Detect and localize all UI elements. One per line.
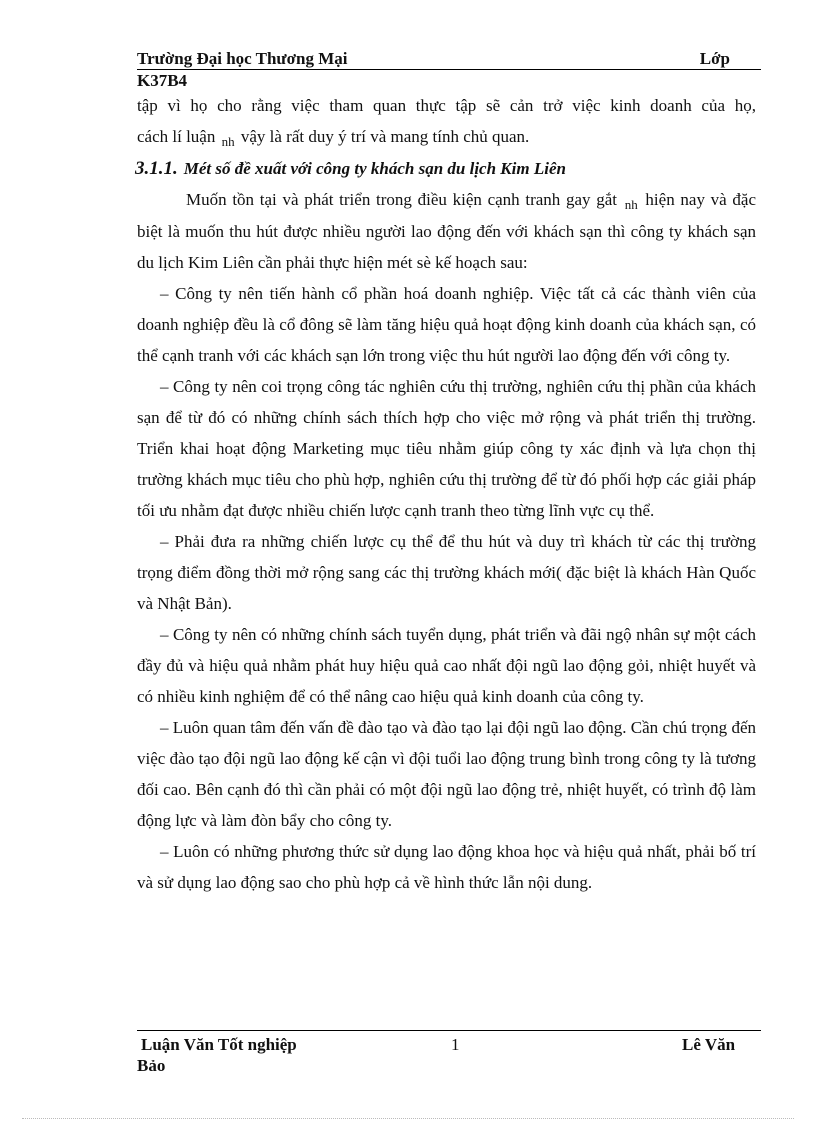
- bullet-4: – Công ty nên có những chính sách tuyển dụng, phát triển và đãi ngộ nhân sự một cách đầy đủ và hiệu quả nhằm phát huy hiệu quả cao nhất đội ngũ lao động gỏi, nhiệt huyết và có nhiều kinh nghiệm để có thể nâng cao hiệu quả kinh doanh của công ty.: [137, 625, 756, 706]
- section-number: 3.1.1.: [135, 158, 178, 179]
- bullet-5: – Luôn quan tâm đến vấn đề đào tạo và đào tạo lại đội ngũ lao động. Cần chú trọng đến việc đào tạo đội ngũ lao động kế cận vì đội tuổi lao động trung bình trong công ty là tương đối cao. Bên cạnh đó thì cần phải có một đội ngũ lao động trẻ, nhiệt huyết, có trình độ làm động lực và làm đòn bẩy cho công ty.: [137, 718, 756, 830]
- paragraph-continued-line1: tập vì họ cho rằng việc tham quan thực tập sẽ cản trở việc kinh doanh của họ,: [137, 96, 756, 115]
- text-span: vậy là rất duy ý trí và mang tính chủ quan.: [236, 127, 530, 146]
- footer-rule: [137, 1030, 761, 1031]
- footer-thesis-label: Luận Văn Tốt nghiệp: [141, 1035, 297, 1054]
- text-span: cách lí luận: [137, 127, 220, 146]
- header-class-code: K37B4: [137, 71, 188, 90]
- header-school: Trường Đại học Thương Mại: [137, 49, 348, 68]
- section-heading: [135, 153, 756, 184]
- bullet-1: – Công ty nên tiến hành cổ phần hoá doanh nghiệp. Việc tất cả các thành viên của doanh nghiệp đều là cổ đông sẽ làm tăng hiệu quả hoạt động kinh doanh của khách sạn, có thể cạnh tranh với các khách sạn lớn trong việc thu hút người lao động đến với công ty.: [137, 284, 756, 365]
- header-rule: [137, 69, 761, 70]
- footer-page-number: 1: [451, 1035, 460, 1054]
- section-title: Mét số đề xuất với công ty khách sạn du lịch Kim Liên: [183, 159, 566, 178]
- bullet-3: – Phải đưa ra những chiến lược cụ thể để thu hút và duy trì khách từ các thị trường trọng điểm đồng thời mở rộng sang các thị trường khách mới( đặc biệt là khách Hàn Quốc và Nhật Bản).: [137, 532, 756, 613]
- text-span: hiện nay và đặc biệt là muốn thu hút được nhiều người lao động đến với khách sạn thì công ty khách sạn du lịch Kim Liên cần phải thực hiện mét sè kế hoạch sau:: [137, 190, 756, 272]
- page-bottom-border: [22, 1118, 794, 1119]
- abbrev-sub: nh: [221, 134, 235, 149]
- header-class-label: Lớp: [699, 49, 730, 68]
- bullet-2: – Công ty nên coi trọng công tác nghiên cứu thị trường, nghiên cứu thị phần của khách sạn để từ đó có những chính sách thích hợp cho việc mở rộng và phát triển thị trường. Triển khai hoạt động Marketing mục tiêu nhằm giúp công ty xác định và lựa chọn thị trường khách mục tiêu cho phù hợp, nghiên cứu thị trường để từ đó phối hợp các giải pháp tối ưu nhằm đạt được nhiều chiến lược cạnh tranh theo từng lĩnh vực cụ thể.: [137, 377, 756, 520]
- abbrev-sub: nh: [624, 197, 638, 212]
- bullet-6: – Luôn có những phương thức sử dụng lao động khoa học và hiệu quả nhất, phải bố trí và sử dụng lao động sao cho phù hợp cả về hình thức lẫn nội dung.: [137, 842, 756, 892]
- paragraph-continued-line2: [137, 121, 756, 153]
- text-span: Muốn tồn tại và phát triển trong điều kiện cạnh tranh gay gắt: [186, 190, 623, 209]
- paragraph-intro: [137, 184, 756, 278]
- footer-author-line2: Bảo: [137, 1056, 166, 1075]
- footer-author: Lê Văn: [682, 1035, 736, 1054]
- document-body: [137, 90, 756, 898]
